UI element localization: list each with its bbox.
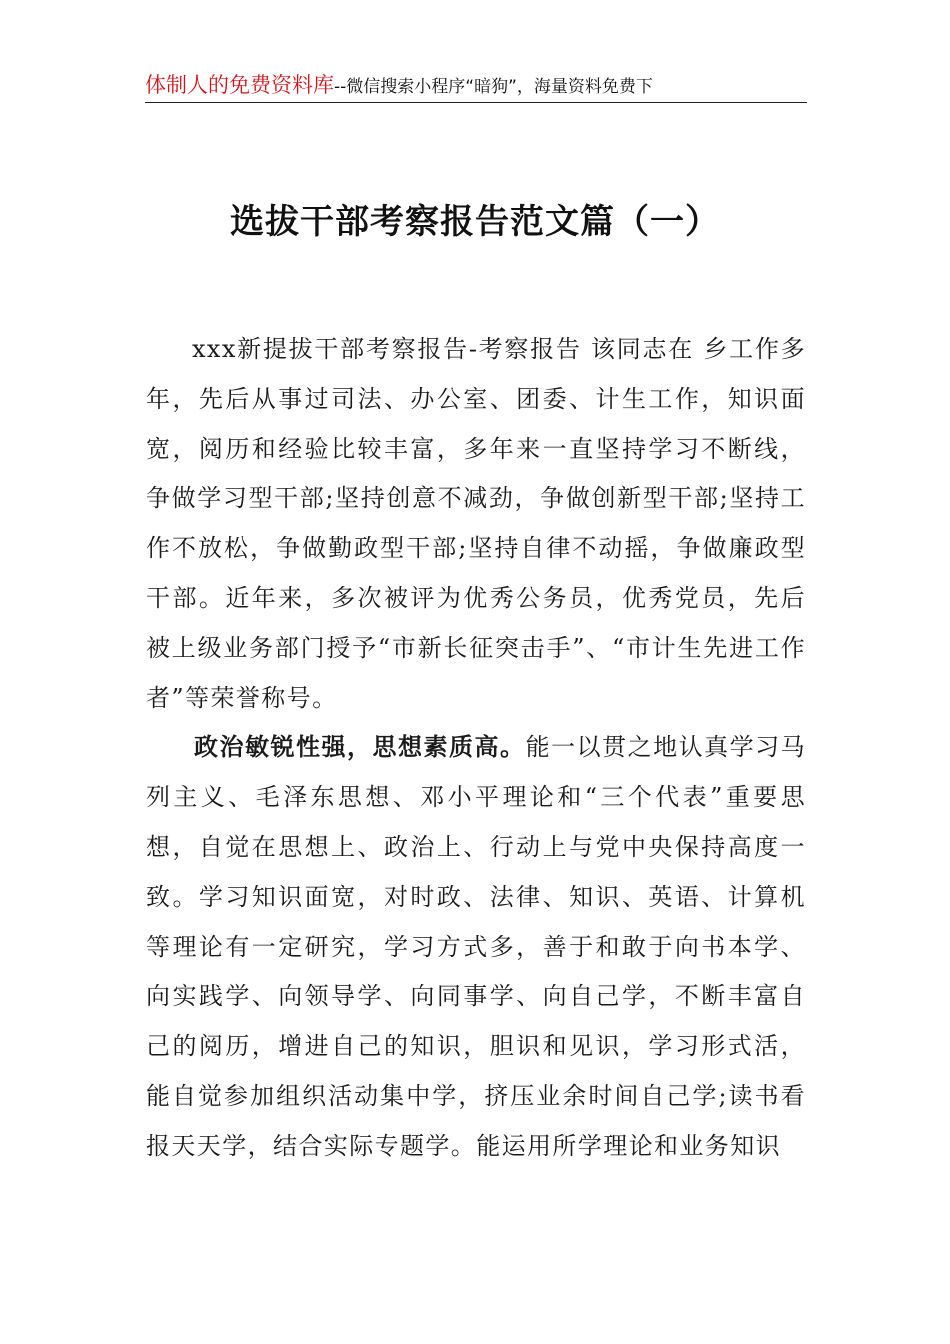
paragraph: [146, 325, 806, 723]
paragraph: [146, 723, 806, 1171]
paragraph-text: 能一以贯之地认真学习马列主义、毛泽东思想、邓小平理论和“三个代表”重要思想，自觉在思想上、政治上、行动上与党中央保持高度一致。学习知识面宽，对时政、法律、知识、英语、计算机等理论有一定研究，学习方式多，善于和敢于向书本学、向实践学、向领导学、向同事学、向自己学，不断丰富自己的阅历，增进自己的知识，胆识和见识，学习形式活，能自觉参加组织活动集中学，挤压业余时间自己学;读书看报天天学，结合实际专题学。能运用所学理论和业务知识: [146, 733, 807, 1160]
page-header: [145, 68, 807, 103]
document-body: [146, 325, 806, 1172]
paragraph-lead: 政治敏锐性强，思想素质高。: [194, 733, 526, 762]
header-brand: 体制人的免费资料库: [145, 73, 334, 97]
paragraph-text: xxx新提拔干部考察报告-考察报告 该同志在 乡工作多年，先后从事过司法、办公室、团委、计生工作，知识面宽，阅历和经验比较丰富，多年来一直坚持学习不断线，争做学习型干部;坚持创意不减劲，争做创新型干部;坚持工作不放松，争做勤政型干部;坚持自律不动摇，争做廉政型干部。近年来，多次被评为优秀公务员，优秀党员，先后被上级业务部门授予“市新长征突击手”、“市计生先进工作者”等荣誉称号。: [146, 335, 806, 712]
document-title: 选拔干部考察报告范文篇（一）: [230, 202, 720, 242]
header-tagline: --微信搜索小程序“暗狗”，海量资料免费下: [334, 77, 653, 97]
